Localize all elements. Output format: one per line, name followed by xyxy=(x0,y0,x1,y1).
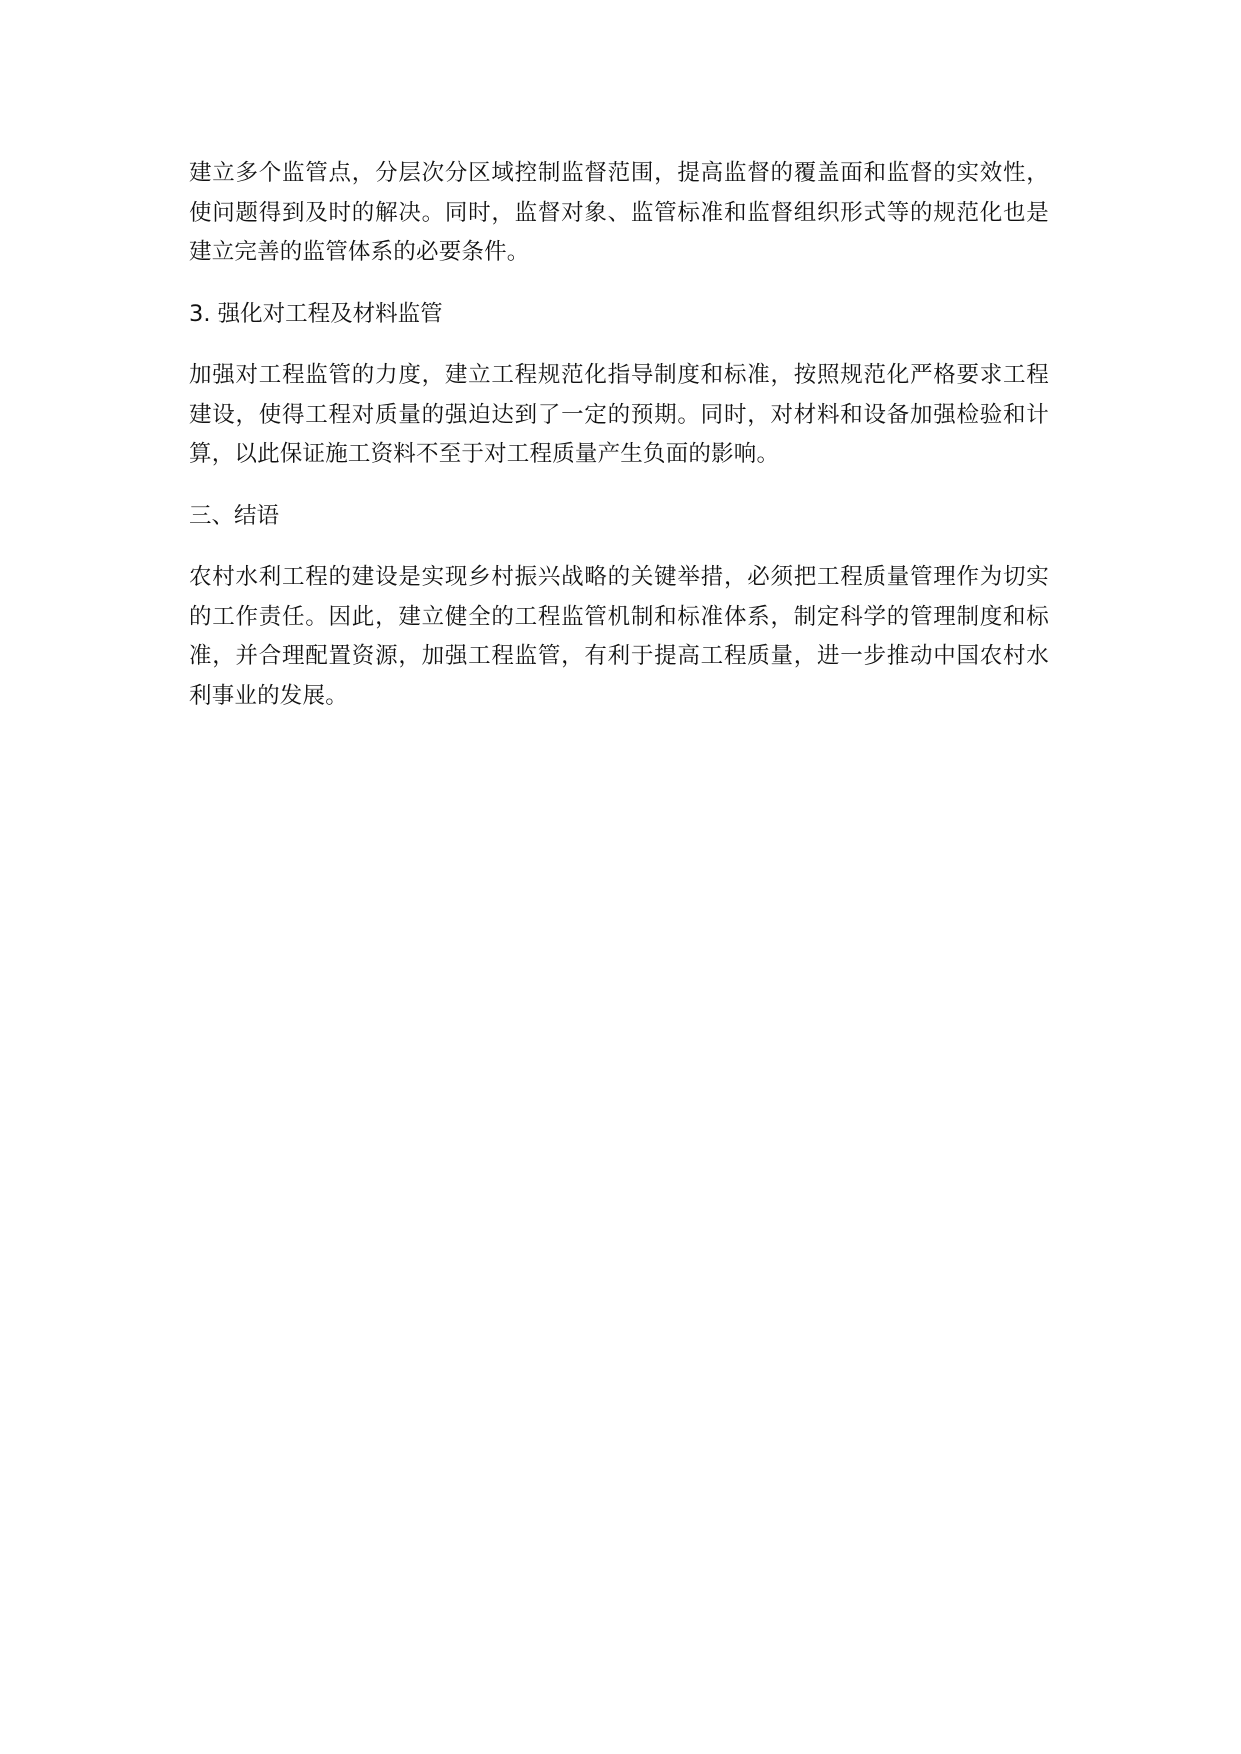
section-heading-strengthen-supervision: 3. 强化对工程及材料监管 xyxy=(189,300,443,327)
section-heading-conclusion: 三、结语 xyxy=(189,502,280,529)
paragraph-supervision-points: 建立多个监管点，分层次分区域控制监督范围，提高监督的覆盖面和监督的实效性，使问题得到及时的解决。同时，监督对象、监管标准和监督组织形式等的规范化也是建立完善的监管体系的必要条件。 xyxy=(189,160,1049,265)
document-body xyxy=(189,154,1049,738)
paragraph-conclusion: 农村水利工程的建设是实现乡村振兴战略的关键举措，必须把工程质量管理作为切实的工作责任。因此，建立健全的工程监管机制和标准体系，制定科学的管理制度和标准，并合理配置资源，加强工程监管，有利于提高工程质量，进一步推动中国农村水利事业的发展。 xyxy=(189,564,1049,709)
paragraph-engineering-supervision: 加强对工程监管的力度，建立工程规范化指导制度和标准，按照规范化严格要求工程建设，使得工程对质量的强迫达到了一定的预期。同时，对材料和设备加强检验和计算，以此保证施工资料不至于对工程质量产生负面的影响。 xyxy=(189,362,1049,467)
